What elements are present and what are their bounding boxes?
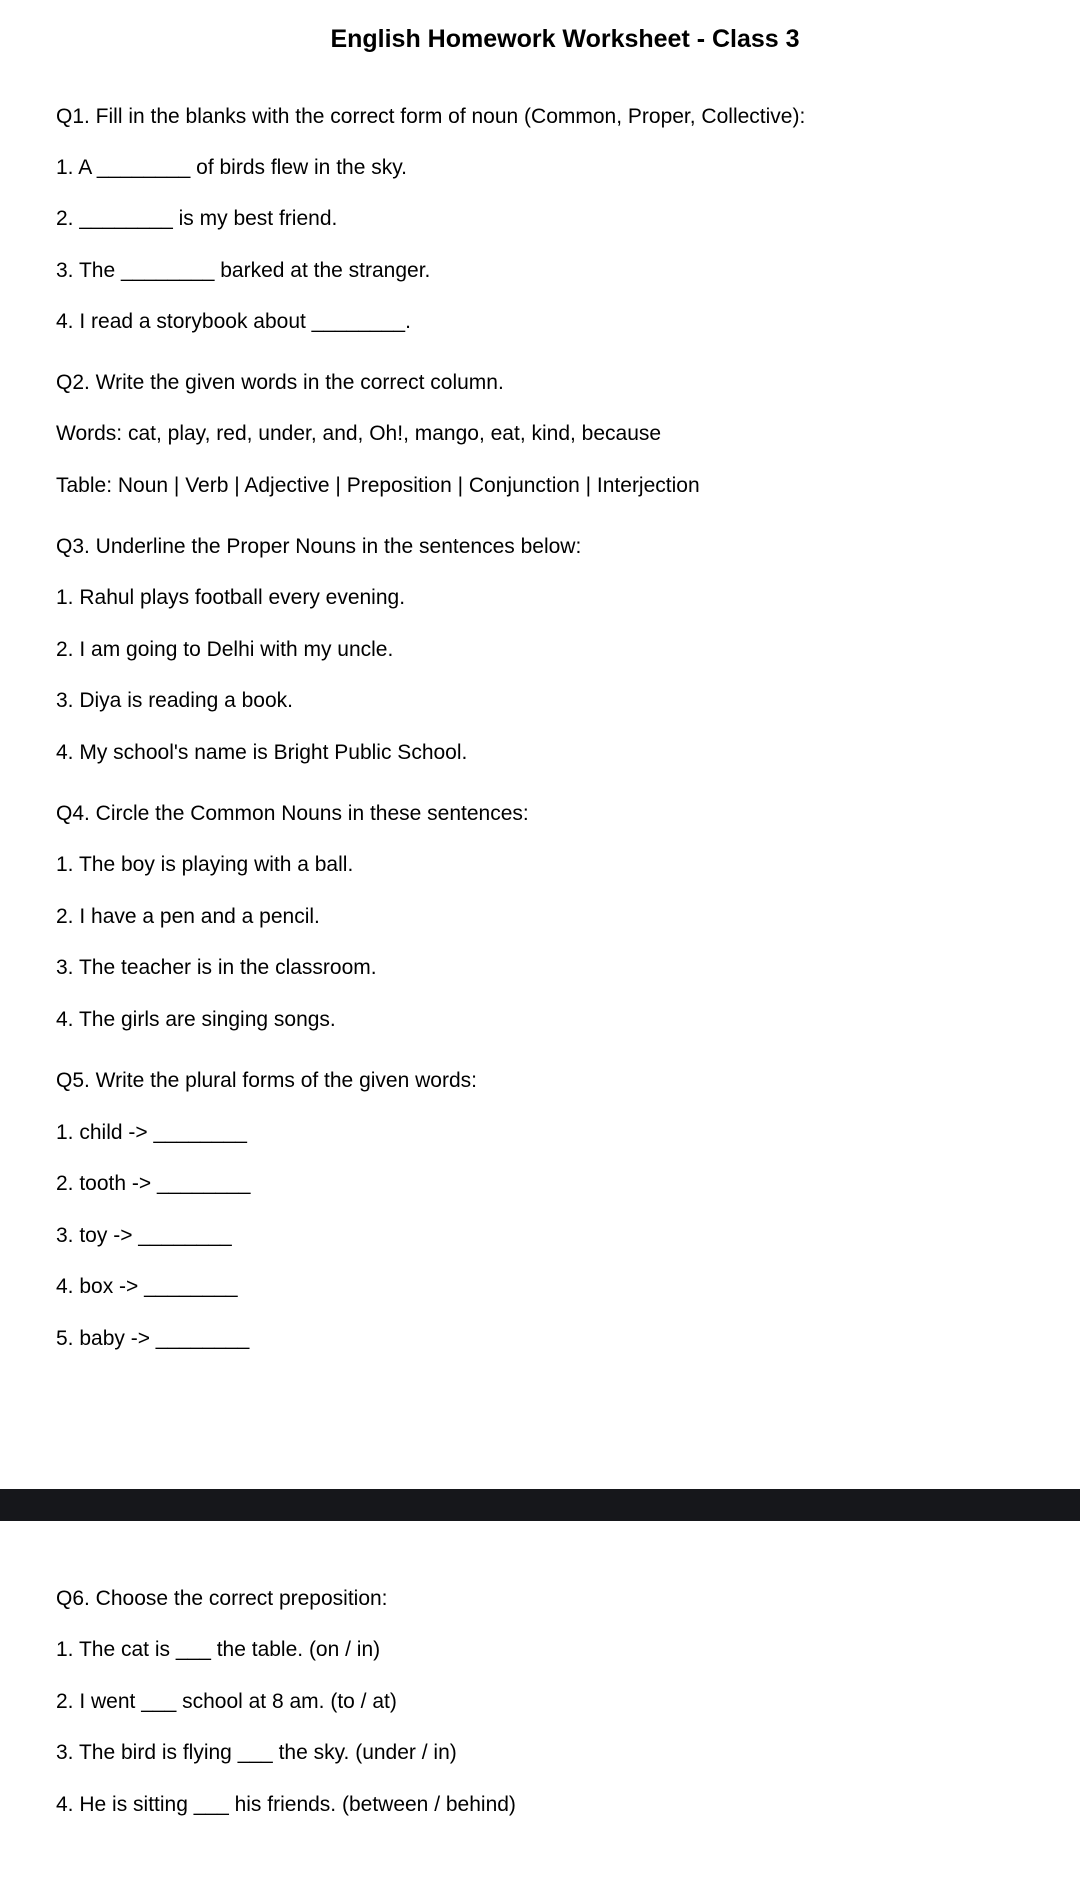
q5-item-3: 3. toy -> ________ xyxy=(56,1224,232,1247)
q3-item-3: 3. Diya is reading a book. xyxy=(56,689,293,712)
q5-item-5: 5. baby -> ________ xyxy=(56,1327,250,1350)
q3-heading: Q3. Underline the Proper Nouns in the sentences below: xyxy=(56,535,582,558)
q4-item-1: 1. The boy is playing with a ball. xyxy=(56,853,354,876)
worksheet-title: English Homework Worksheet - Class 3 xyxy=(330,25,800,53)
q5-item-4: 4. box -> ________ xyxy=(56,1275,238,1298)
q1-item-3: 3. The ________ barked at the stranger. xyxy=(56,259,431,282)
q2-table: Table: Noun | Verb | Adjective | Preposition | Conjunction | Interjection xyxy=(56,474,700,497)
q1-item-4: 4. I read a storybook about ________. xyxy=(56,310,411,333)
q4-item-4: 4. The girls are singing songs. xyxy=(56,1008,336,1031)
q6-heading: Q6. Choose the correct preposition: xyxy=(56,1587,388,1610)
q1-item-1: 1. A ________ of birds flew in the sky. xyxy=(56,156,408,179)
q5-item-1: 1. child -> ________ xyxy=(56,1121,247,1144)
q6-item-2: 2. I went ___ school at 8 am. (to / at) xyxy=(56,1690,397,1713)
q6-item-1: 1. The cat is ___ the table. (on / in) xyxy=(56,1638,381,1661)
q3-item-4: 4. My school's name is Bright Public School. xyxy=(56,741,468,764)
q1-item-2: 2. ________ is my best friend. xyxy=(56,207,338,230)
page-break-band xyxy=(0,1489,1080,1521)
q1-heading: Q1. Fill in the blanks with the correct form of noun (Common, Proper, Collective): xyxy=(56,105,806,128)
q4-item-2: 2. I have a pen and a pencil. xyxy=(56,905,320,928)
q2-heading: Q2. Write the given words in the correct column. xyxy=(56,371,504,394)
q6-item-4: 4. He is sitting ___ his friends. (between / behind) xyxy=(56,1793,516,1816)
q2-words: Words: cat, play, red, under, and, Oh!, mango, eat, kind, because xyxy=(56,422,662,445)
q4-heading: Q4. Circle the Common Nouns in these sentences: xyxy=(56,802,529,825)
q3-item-1: 1. Rahul plays football every evening. xyxy=(56,586,406,609)
q3-item-2: 2. I am going to Delhi with my uncle. xyxy=(56,638,394,661)
q4-item-3: 3. The teacher is in the classroom. xyxy=(56,956,377,979)
q5-heading: Q5. Write the plural forms of the given words: xyxy=(56,1069,477,1092)
q6-item-3: 3. The bird is flying ___ the sky. (under / in) xyxy=(56,1741,457,1764)
q5-item-2: 2. tooth -> ________ xyxy=(56,1172,251,1195)
